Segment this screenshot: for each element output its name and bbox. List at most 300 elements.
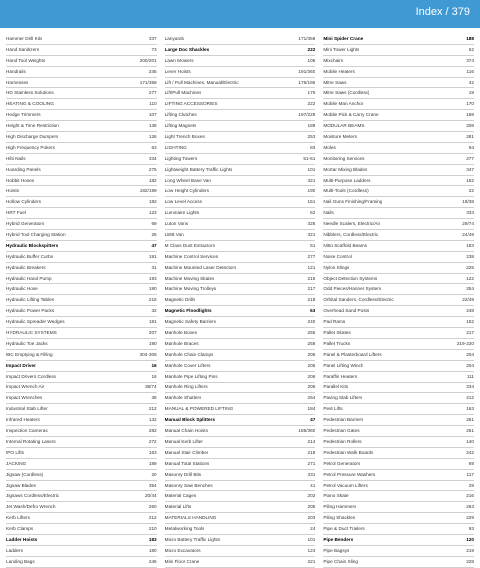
entry-page-number: 218 <box>148 297 157 303</box>
entry-name: Machine Moving Trolleys <box>164 286 217 292</box>
index-entry <box>165 491 316 502</box>
index-entry <box>323 295 474 306</box>
entry-name: Low Height Cylinders <box>164 188 209 194</box>
entry-page-number: 106 <box>307 57 316 63</box>
index-entry <box>323 317 474 328</box>
entry-name: Nibblers, Cordless/Electric <box>323 232 379 238</box>
entry-page-number: 16 <box>151 373 157 379</box>
entry-name: Large Doc Shackles <box>164 46 210 52</box>
entry-name: Multi-Purpose Ladders <box>323 177 371 183</box>
entry-name: Long Wheel Base Van <box>164 177 211 183</box>
entry-page-number: 190 <box>148 286 157 292</box>
entry-page-number: 204 <box>466 362 475 368</box>
entry-page-number: 162 <box>466 177 475 183</box>
entry-page-number: 41 <box>310 482 316 488</box>
index-entry <box>6 306 157 317</box>
entry-page-number: 190 <box>307 188 316 194</box>
entry-name: Jet Wash/Defro Wrench <box>6 504 56 510</box>
entry-page-number: 228 <box>466 558 475 564</box>
index-entry <box>165 393 316 404</box>
entry-page-number: 138 <box>148 123 157 129</box>
entry-page-number: 229 <box>466 515 475 521</box>
entry-page-number: 192 <box>148 199 157 205</box>
entry-name: HD Stainless Solutions <box>6 90 54 96</box>
index-entry <box>323 361 474 372</box>
entry-page-number: 238 <box>466 253 475 259</box>
entry-page-number: 277 <box>466 155 475 161</box>
entry-name: High Frequency Pokers <box>6 144 55 150</box>
entry-page-number: 62 <box>468 46 475 52</box>
entry-page-number: 69 <box>151 221 157 227</box>
index-entry <box>6 546 157 557</box>
entry-name: Nylon Slings <box>323 264 350 270</box>
index-entry <box>323 219 474 230</box>
index-entry <box>323 426 474 437</box>
index-entry <box>165 186 316 197</box>
entry-name: Pallet Trucks <box>323 340 351 346</box>
index-entry <box>323 176 474 187</box>
entry-page-number: 189 <box>307 123 316 129</box>
entry-name: High Discharge Dumpers <box>6 134 59 139</box>
entry-page-number: 258 <box>307 340 316 346</box>
index-entry <box>323 263 474 274</box>
entry-page-number: 190 <box>148 340 157 346</box>
entry-page-number: 171/358 <box>298 35 316 41</box>
entry-page-number: 304-306 <box>139 351 157 357</box>
entry-name: Infrared Heaters <box>6 417 40 423</box>
entry-page-number: 22/49 <box>462 297 475 303</box>
entry-name: Parallel Kits <box>323 384 349 390</box>
entry-name: Hedge Trimmers <box>6 112 41 118</box>
entry-page-number: 337 <box>148 35 157 41</box>
index-entry <box>323 557 474 568</box>
index-entry <box>323 241 474 252</box>
entry-page-number: 205 <box>307 504 316 510</box>
entry-page-number: 326 <box>307 221 316 227</box>
index-entry <box>165 481 316 492</box>
entry-page-number: 25 <box>151 232 157 238</box>
entry-page-number: 116 <box>466 68 475 74</box>
entry-page-number: 221 <box>307 558 316 564</box>
entry-name: Impact Drivers Cordless <box>6 373 57 379</box>
index-entry <box>323 197 474 208</box>
entry-name: Manhole Braces <box>164 340 199 346</box>
index-entry <box>323 404 474 415</box>
entry-page-number: 69 <box>468 460 475 466</box>
index-entry <box>323 546 474 557</box>
index-entry <box>6 56 157 67</box>
index-entry <box>6 426 157 437</box>
entry-page-number: 347 <box>466 166 475 172</box>
entry-page-number: 22 <box>468 188 475 194</box>
entry-page-number: 101 <box>307 536 316 542</box>
index-entry <box>6 197 157 208</box>
entry-name: Mini Spider Crane <box>323 35 364 41</box>
index-entry <box>323 143 474 154</box>
entry-name: HYDRAULIC SYSTEMS <box>6 330 57 336</box>
index-entry <box>323 306 474 317</box>
entry-page-number: 163 <box>466 406 475 412</box>
entry-name: Manhole Shutters <box>164 395 202 401</box>
entry-name: Mitre Saws (Cordless) <box>323 90 370 96</box>
index-entry <box>165 274 316 285</box>
entry-name: Odd Pieces/Hanner System <box>323 286 382 292</box>
index-entry <box>323 437 474 448</box>
entry-name: Inspection Cameras <box>6 428 48 434</box>
entry-page-number: 163 <box>148 449 157 455</box>
entry-page-number: 277 <box>148 90 157 96</box>
entry-page-number: 222 <box>307 46 316 52</box>
entry-page-number: 219-220 <box>456 340 475 346</box>
entry-page-number: 183 <box>466 242 475 248</box>
index-entry <box>6 459 157 470</box>
entry-name: Pad Rams <box>323 319 346 325</box>
entry-name: Mitre Saws <box>323 79 347 85</box>
entry-name: Micro Excavators <box>164 547 201 553</box>
entry-page-number: 251 <box>466 428 475 434</box>
index-entry <box>323 132 474 143</box>
entry-page-number: 185/360 <box>298 428 316 434</box>
entry-page-number: 218 <box>307 297 316 303</box>
index-entry <box>6 186 157 197</box>
index-entry <box>6 230 157 241</box>
entry-page-number: 200/201 <box>139 57 157 63</box>
entry-name: Panel Lifting Winch <box>323 362 364 368</box>
entry-name: IPO Lifts <box>6 449 24 455</box>
entry-name: Material Cages <box>164 493 197 499</box>
entry-page-number: 191 <box>148 319 157 325</box>
index-entry <box>6 339 157 350</box>
entry-page-number: 29/74 <box>462 221 475 227</box>
index-entry <box>323 67 474 78</box>
index-entry <box>323 274 474 285</box>
entry-page-number: 203 <box>307 515 316 521</box>
index-entry <box>165 88 316 99</box>
entry-name: LWB Van <box>164 232 184 238</box>
index-entry <box>165 448 316 459</box>
index-entry <box>323 88 474 99</box>
index-entry <box>165 67 316 78</box>
index-entry <box>165 132 316 143</box>
index-entry <box>323 121 474 132</box>
entry-name: Lightweight Battery Traffic Lights <box>164 166 233 172</box>
entry-name: Material Lifts <box>164 504 192 510</box>
index-entry <box>165 99 316 110</box>
entry-page-number: 20/44 <box>144 493 157 499</box>
entry-page-number: 122 <box>466 275 475 281</box>
entry-page-number: 73 <box>151 46 157 52</box>
index-entry <box>323 535 474 546</box>
index-entry <box>165 110 316 121</box>
entry-name: Ladder Hoists <box>6 536 38 542</box>
entry-name: Light Trench Boxes <box>164 134 205 139</box>
entry-name: Petrol Pressure Washers <box>323 471 376 477</box>
entry-page-number: 212 <box>148 515 157 521</box>
entry-name: Pipe Bagsys <box>323 547 350 553</box>
index-entry <box>6 99 157 110</box>
index-entry <box>323 154 474 165</box>
entry-page-number: 255 <box>307 330 316 336</box>
entry-name: Hand Tool Weights <box>6 57 46 63</box>
entry-name: Overhead Sand Posts <box>323 308 370 314</box>
entry-page-number: 38/74 <box>144 384 157 390</box>
entry-name: Piano Skate <box>323 493 349 499</box>
entry-name: Manual Chain Hoists <box>164 428 208 434</box>
index-entry <box>6 448 157 459</box>
index-entry <box>6 295 157 306</box>
index-entry <box>165 361 316 372</box>
index-entry <box>6 67 157 78</box>
entry-page-number: 272 <box>148 438 157 444</box>
entry-page-number: 281 <box>466 134 475 139</box>
entry-name: Moles <box>323 144 336 150</box>
entry-name: Manhole Boxes <box>164 330 197 336</box>
entry-page-number: 212 <box>466 395 475 401</box>
entry-page-number: 208 <box>466 123 475 129</box>
index-entry <box>165 524 316 535</box>
entry-name: Multi-Tools (Cordless) <box>323 188 369 194</box>
index-entry <box>323 110 474 121</box>
entry-name: Hollow Cylinders <box>6 199 41 205</box>
index-entry <box>165 502 316 513</box>
index-entry <box>6 143 157 154</box>
entry-name: Kerb Lifters <box>6 515 30 521</box>
entry-name: Magnetic Floodlights <box>164 308 212 314</box>
entry-page-number: 16 <box>151 362 157 368</box>
index-entry <box>165 165 316 176</box>
entry-page-number: 126 <box>148 134 157 139</box>
entry-name: Manual Stair Climber <box>164 449 209 455</box>
entry-page-number: 216 <box>307 275 316 281</box>
entry-name: Hydraulic Lifting Tables <box>6 297 55 303</box>
entry-name: Pallet Skates <box>323 330 351 336</box>
index-list <box>6 34 474 568</box>
entry-page-number: 217 <box>307 286 316 292</box>
entry-name: MANUAL & POWERED LIFTING <box>164 406 234 412</box>
index-entry <box>165 154 316 165</box>
entry-name: HEATING & COOLING <box>6 101 54 107</box>
index-entry <box>165 143 316 154</box>
entry-name: Manhole Cover Lifters <box>164 362 211 368</box>
entry-name: Hoarding Panels <box>6 166 41 172</box>
index-entry <box>165 437 316 448</box>
index-entry <box>6 491 157 502</box>
entry-page-number: 63 <box>310 308 316 314</box>
entry-page-number: 206 <box>307 373 316 379</box>
entry-page-number: 47 <box>310 417 316 423</box>
entry-page-number: 271 <box>307 460 316 466</box>
entry-name: Machine Control Services <box>164 253 219 259</box>
entry-name: Hybrid Tool Charging Station <box>6 232 66 238</box>
entry-page-number: 47 <box>151 242 157 248</box>
index-column-3 <box>323 34 474 568</box>
entry-name: Pedestrian Barriers <box>323 417 364 423</box>
index-entry <box>165 372 316 383</box>
index-entry <box>323 524 474 535</box>
entry-name: Jigsaw (Cordless) <box>6 471 44 477</box>
index-entry <box>323 45 474 56</box>
entry-page-number: 240 <box>307 319 316 325</box>
entry-page-number: 182 <box>148 177 157 183</box>
entry-page-number: 217 <box>466 330 475 336</box>
index-entry <box>323 415 474 426</box>
entry-page-number: 20 <box>151 471 157 477</box>
entry-name: Noise Control <box>323 253 352 259</box>
index-entry <box>323 383 474 394</box>
entry-name: LIFTING ACCESSORIES <box>164 101 218 107</box>
index-entry <box>6 502 157 513</box>
index-entry <box>165 470 316 481</box>
entry-name: Pedestrian Walk Boards <box>323 449 374 455</box>
entry-name: Internal Rotating Lasers <box>6 438 56 444</box>
index-entry <box>165 263 316 274</box>
index-entry <box>6 274 157 285</box>
entry-name: Lawn Mowers <box>164 57 194 63</box>
index-entry <box>6 110 157 121</box>
entry-page-number: 170 <box>466 101 475 107</box>
index-entry <box>165 513 316 524</box>
index-entry <box>323 56 474 67</box>
index-entry <box>323 284 474 295</box>
index-entry <box>323 328 474 339</box>
entry-page-number: 202 <box>307 493 316 499</box>
entry-name: IBC Emptying & Filling <box>6 351 53 357</box>
index-entry <box>6 165 157 176</box>
index-entry <box>165 295 316 306</box>
entry-name: M Class Dust Extractors <box>164 242 215 248</box>
index-entry <box>165 34 316 45</box>
index-entry <box>6 513 157 524</box>
entry-page-number: 260 <box>148 504 157 510</box>
index-entry <box>165 557 316 568</box>
entry-name: Pipe Benders <box>323 536 354 542</box>
entry-name: Hilti Nails <box>6 155 26 161</box>
entry-name: Object Detection Systems <box>323 275 378 281</box>
entry-name: Pest Lifts <box>323 406 343 412</box>
entry-page-number: 212 <box>148 406 157 412</box>
entry-page-number: 132 <box>148 417 157 423</box>
index-entry <box>6 404 157 415</box>
entry-name: Nails <box>323 210 334 216</box>
entry-name: Pedestrian Rollers <box>323 438 362 444</box>
entry-name: Low Level Access <box>164 199 202 205</box>
index-entry <box>323 230 474 241</box>
entry-name: Manual Total Stations <box>164 460 210 466</box>
index-entry <box>323 459 474 470</box>
entry-name: Lifting Clutches <box>164 112 197 118</box>
index-entry <box>165 383 316 394</box>
index-entry <box>6 219 157 230</box>
entry-page-number: 51 <box>310 242 316 248</box>
entry-page-number: 93 <box>468 526 475 532</box>
index-entry <box>6 393 157 404</box>
entry-page-number: 120 <box>466 536 475 542</box>
entry-page-number: 225 <box>466 264 475 270</box>
entry-name: Machine Mounted Laser Detectors <box>164 264 237 270</box>
index-entry <box>6 524 157 535</box>
entry-name: MATERIALS HANDLING <box>164 515 217 521</box>
entry-page-number: 222 <box>307 101 316 107</box>
entry-name: Mini Floor Crane <box>164 558 200 564</box>
entry-name: Hydraulic Hose <box>6 286 38 292</box>
index-entry <box>6 132 157 143</box>
entry-page-number: 374 <box>466 57 475 63</box>
page-title: Index / 379 <box>415 6 470 18</box>
entry-name: Mortar Mixing Blades <box>323 166 368 172</box>
entry-page-number: 321 <box>307 232 316 238</box>
index-entry <box>165 546 316 557</box>
entry-name: Mobile Heaters <box>323 68 355 74</box>
entry-page-number: 218 <box>307 449 316 455</box>
index-entry <box>323 350 474 361</box>
entry-page-number: 197/229 <box>298 112 316 118</box>
entry-page-number: 214 <box>307 438 316 444</box>
entry-name: Paraffin Heaters <box>323 373 358 379</box>
index-entry <box>165 56 316 67</box>
index-entry <box>165 252 316 263</box>
entry-name: Hobbit Hoses <box>6 177 35 183</box>
index-entry <box>165 121 316 132</box>
entry-name: Lever Hoists <box>164 68 191 74</box>
entry-name: Manual Block Splitters <box>164 417 215 423</box>
entry-name: Petrol Generators <box>323 460 361 466</box>
index-entry <box>6 535 157 546</box>
entry-name: Lighting Towers <box>164 155 198 161</box>
entry-name: Mixchairs <box>323 57 344 63</box>
entry-name: Hydraulic Blockspitters <box>6 242 59 248</box>
entry-name: Masonry Drill Bits <box>164 471 202 477</box>
entry-page-number: 191/360 <box>298 68 316 74</box>
entry-page-number: 152 <box>466 319 475 325</box>
entry-page-number: 176/196 <box>298 79 316 85</box>
entry-page-number: 38 <box>151 395 157 401</box>
entry-name: Impact Wrench Air <box>6 384 45 390</box>
index-entry <box>165 241 316 252</box>
entry-page-number: 94 <box>468 144 475 150</box>
index-entry <box>165 45 316 56</box>
entry-name: Paving Slab Lifters <box>323 395 363 401</box>
index-entry <box>323 513 474 524</box>
entry-name: Hydraulic Buffer Curbs <box>6 253 54 259</box>
entry-page-number: 63 <box>151 144 157 150</box>
entry-page-number: 253 <box>307 134 316 139</box>
entry-name: Hybrid Generators <box>6 221 45 227</box>
entry-page-number: 206 <box>307 362 316 368</box>
index-entry <box>323 372 474 383</box>
index-entry <box>165 230 316 241</box>
index-entry <box>323 165 474 176</box>
entry-page-number: 32 <box>151 308 157 314</box>
index-entry <box>6 415 157 426</box>
index-entry <box>165 350 316 361</box>
page-header <box>0 0 480 28</box>
entry-name: Hydraulic Spreader Wedges <box>6 319 65 325</box>
entry-page-number: 245 <box>148 68 157 74</box>
index-entry <box>165 284 316 295</box>
index-entry <box>6 383 157 394</box>
entry-page-number: 251 <box>466 417 475 423</box>
index-entry <box>165 208 316 219</box>
entry-page-number: 24/49 <box>462 232 475 238</box>
entry-page-number: 206 <box>307 384 316 390</box>
entry-page-number: 263 <box>466 504 475 510</box>
entry-page-number: 107 <box>148 112 157 118</box>
entry-page-number: 183 <box>148 536 157 542</box>
entry-page-number: 111 <box>466 373 475 379</box>
entry-page-number: 140 <box>466 438 475 444</box>
entry-name: Magnetic Drills <box>164 297 196 303</box>
entry-name: Panel & Plasterboard Lifters <box>323 351 382 357</box>
